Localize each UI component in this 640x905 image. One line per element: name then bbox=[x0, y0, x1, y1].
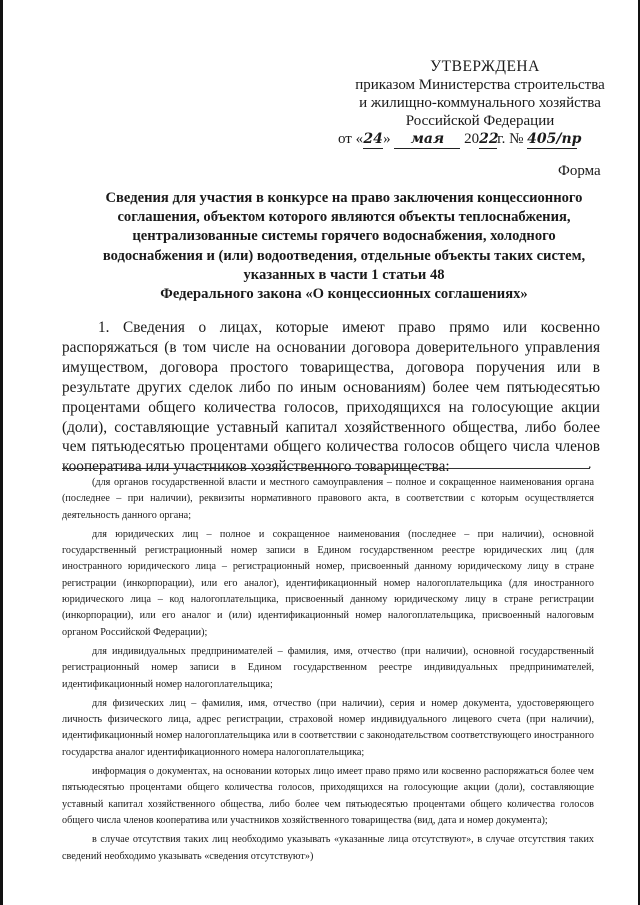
approval-date-line bbox=[338, 130, 620, 150]
approval-line-2: и жилищно-коммунального хозяйства bbox=[359, 95, 601, 111]
year-prefix: 20 bbox=[464, 131, 480, 147]
note-legal-entities: для юридических лиц – полное и сокращенное наименования (последнее – при наличии), основной государственный регистрационный номер записи в Едином государственном реестре юридических лиц (для иностранного юридического лица – регистрационный номер, присвоенный данному юридическому лицу в стране регистрации (инкорпорации), или его аналог), идентификационный номер налогоплательщика (для иностранного юридического лица – код налогоплательщика, присвоенный данному юридическому лицу в стране регистрации (инкорпорации), или его аналог и (или) идентификационный номер налогоплательщика, присвоенный налоговым органом Российской Федерации); bbox=[62, 528, 594, 638]
number-prefix: г. № bbox=[497, 131, 524, 147]
note-individual-entrepreneurs: для индивидуальных предпринимателей – фамилия, имя, отчество (при наличии), основной государственный регистрационный номер записи в Едином государственном реестре индивидуальных предпринимателей, идентификационный номер налогоплательщика; bbox=[62, 645, 594, 690]
page-border-left bbox=[0, 0, 3, 905]
note-individuals: для физических лиц – фамилия, имя, отчество (при наличии), серия и номер документа, удостоверяющего личность физического лица, адрес регистрации, страховой номер индивидуального лицевого счета (при наличии), идентификационный номер налогоплательщика или в соответствии с законодательством соответствующего иностранного государства аналог идентификационного номера налогоплательщика; bbox=[62, 697, 594, 758]
note-government-bodies: (для органов государственной власти и местного самоуправления – полное и сокращенное наименования органа (последнее – при наличии), реквизиты нормативного правового акта, в соответствии с которым осуществляется деятельность данного органа; bbox=[62, 477, 594, 521]
approval-line-1: приказом Министерства строительства bbox=[355, 77, 605, 93]
heading-line-2: соглашения, объектом которого являются объекты теплоснабжения, bbox=[117, 209, 571, 226]
section-1-paragraph: 1. Сведения о лицах, которые имеют право прямо или косвенно распоряжаться (в том числе на основании договора доверительного управления имуществом, договора простого товарищества, договора поручения или в результате других сделок либо по иным основаниям) более чем пятьюдесятью процентами общего количества голосов, приходящихся на голосующие акции (доли), составляющие уставный капитал хозяйственного общества, либо более чем пятьюдесятью процентами общего количества голосов общего числа членов кооператива или участников хозяйственного товарищества: bbox=[62, 319, 600, 476]
heading-line-1: Сведения для участия в конкурсе на право заключения концессионного bbox=[105, 190, 583, 206]
fill-in-line-end: . bbox=[588, 457, 592, 472]
footnote-instructions bbox=[62, 475, 594, 868]
date-month: мая bbox=[394, 130, 460, 149]
heading-line-4: водоснабжения и (или) водоотведения, отдельные объекты таких систем, bbox=[102, 247, 586, 264]
heading-line-6: Федерального закона «О концессионных соглашениях» bbox=[160, 286, 528, 303]
heading-line-3: централизованные системы горячего водоснабжения, холодного bbox=[132, 228, 556, 245]
date-day: 24 bbox=[363, 131, 383, 147]
note-documents-info: информация о документах, на основании которых лицо имеет право прямо или косвенно распоряжаться более чем пятьюдесятью процентами общего количества голосов, приходящихся на голосующие акции (доли), составляющие уставный капитал хозяйственного общества, либо более чем пятьюдесятью процентами общего количества голосов общего числа членов кооператива или участников хозяйственного товарищества (вид, дата и номер документа); bbox=[62, 766, 594, 826]
date-mid: » bbox=[383, 131, 395, 147]
date-prefix: от « bbox=[338, 131, 364, 147]
approval-line-3: Российской Федерации bbox=[405, 113, 555, 129]
approval-stamp bbox=[330, 58, 620, 150]
fill-in-line bbox=[62, 468, 590, 469]
approval-title: УТВЕРЖДЕНА bbox=[430, 58, 540, 75]
form-label: Форма bbox=[558, 163, 601, 179]
order-number: 405/пр bbox=[527, 131, 582, 147]
document-heading bbox=[88, 189, 600, 304]
note-absence: в случае отсутствия таких лиц необходимо указывать «указанные лица отсутствуют», в случае отсутствия таких сведений необходимо указывать «сведения отсутствуют») bbox=[62, 834, 594, 862]
heading-line-5: указанных в части 1 статьи 48 bbox=[243, 266, 445, 283]
year-suffix: 22 bbox=[479, 131, 499, 147]
